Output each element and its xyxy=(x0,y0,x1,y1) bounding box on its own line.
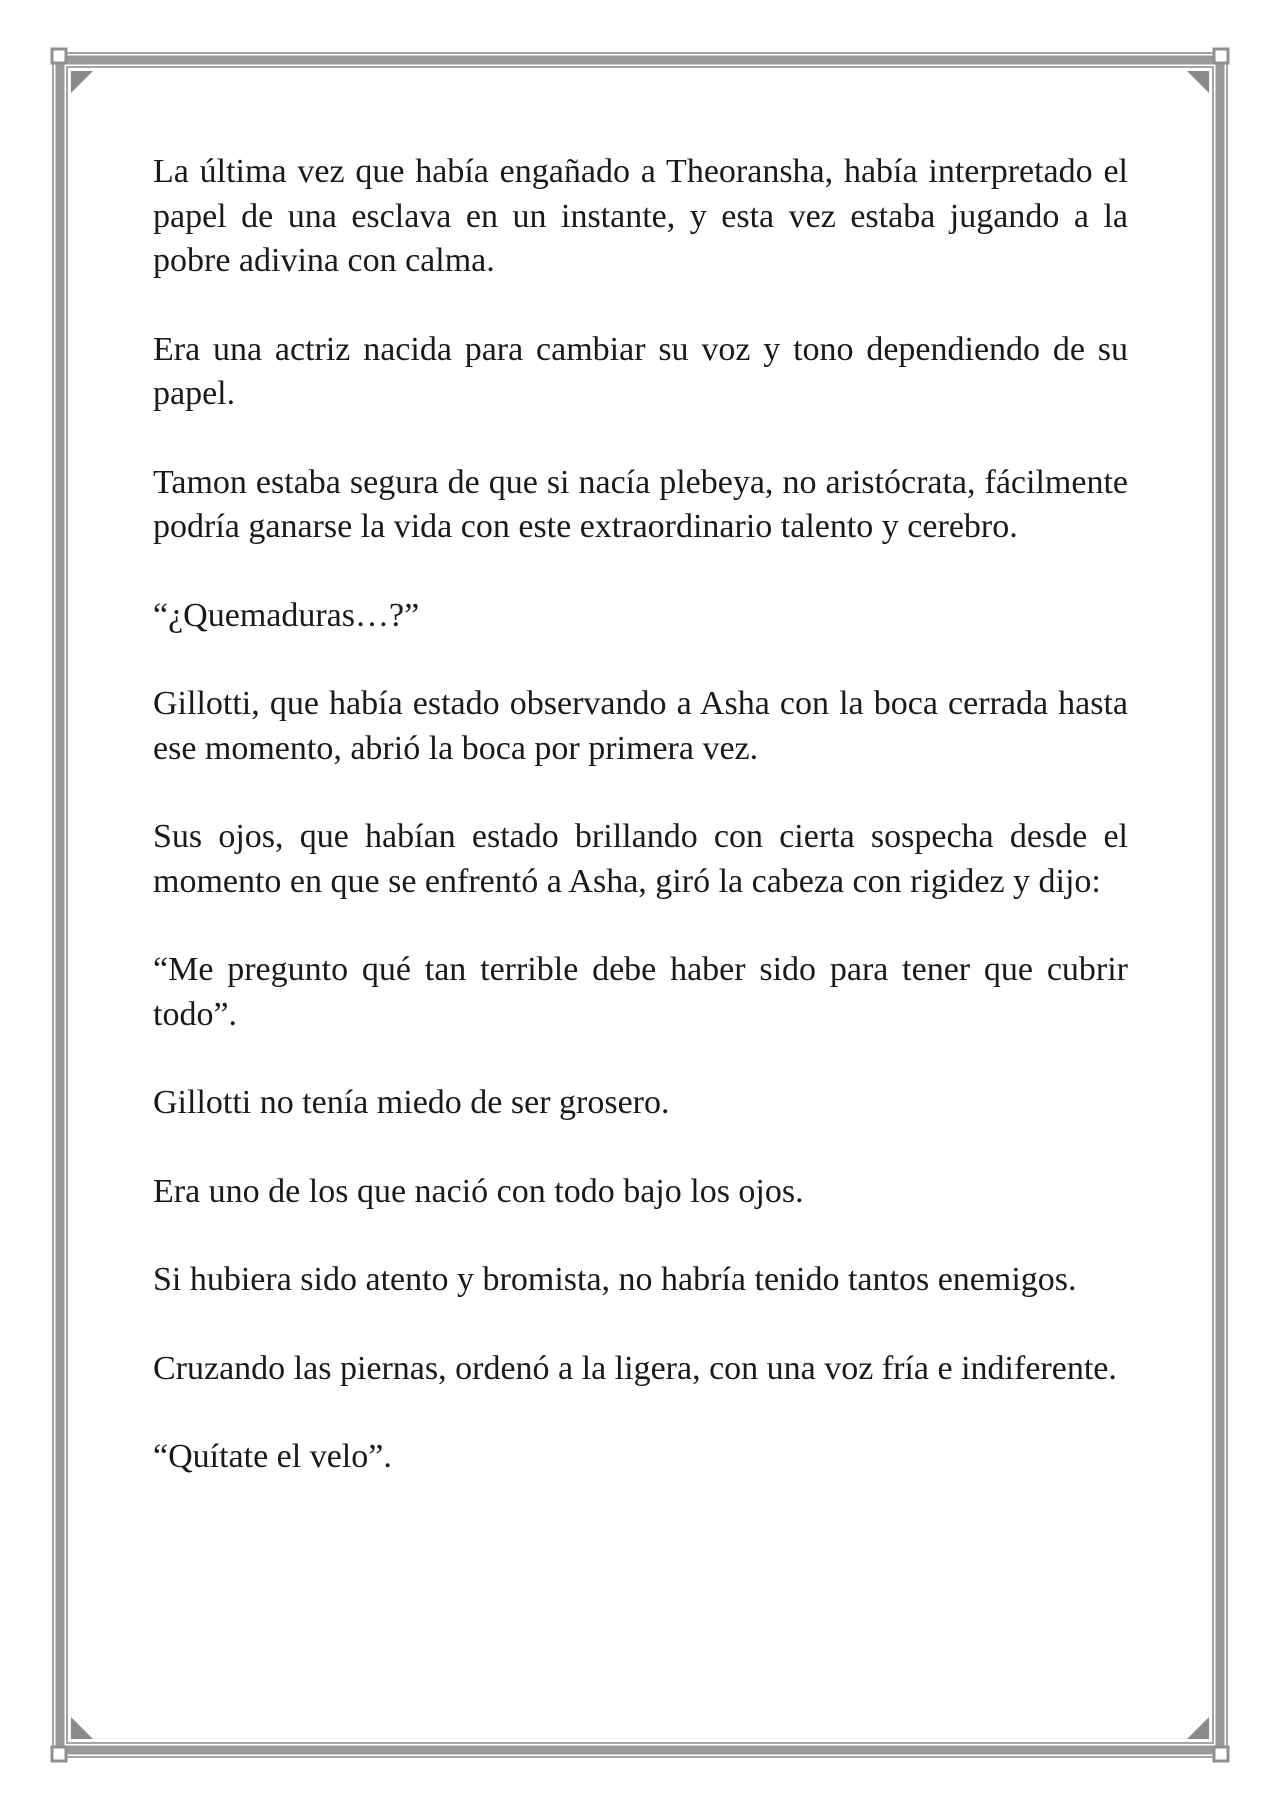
paragraph-9: Era uno de los que nació con todo bajo los ojos. xyxy=(153,1172,804,1210)
paragraph-4: “¿Quemaduras…?” xyxy=(153,596,420,634)
paragraph-8: Gillotti no tenía miedo de ser grosero. xyxy=(153,1084,670,1121)
paragraph-1: La última vez que había engañado a Theoransha, había interpretado el papel de una esclava en un instante, y esta vez estaba jugando a la pobre adivina con calma. xyxy=(153,153,1128,279)
paragraph-10: Si hubiera sido atento y bromista, no habría tenido tantos enemigos. xyxy=(153,1261,1077,1298)
paragraph-6: Sus ojos, que habían estado brillando con cierta sospecha desde el momento en que se enfrentó a Asha, giró la cabeza con rigidez y dijo: xyxy=(153,818,1128,900)
paragraph-5: Gillotti, que había estado observando a Asha con la boca cerrada hasta ese momento, abrió la boca por primera vez. xyxy=(153,685,1128,767)
paragraph-12: “Quítate el velo”. xyxy=(153,1438,392,1475)
paragraph-2: Era una actriz nacida para cambiar su voz y tono dependiendo de su papel. xyxy=(153,330,1128,412)
document-body xyxy=(153,150,1128,1524)
paragraph-11: Cruzando las piernas, ordenó a la ligera, con una voz fría e indiferente. xyxy=(153,1349,1117,1387)
paragraph-7: “Me pregunto qué tan terrible debe haber sido para tener que cubrir todo”. xyxy=(153,951,1128,1033)
paragraph-3: Tamon estaba segura de que si nacía plebeya, no aristócrata, fácilmente podría ganarse la vida con este extraordinario talento y cerebro. xyxy=(153,463,1128,545)
